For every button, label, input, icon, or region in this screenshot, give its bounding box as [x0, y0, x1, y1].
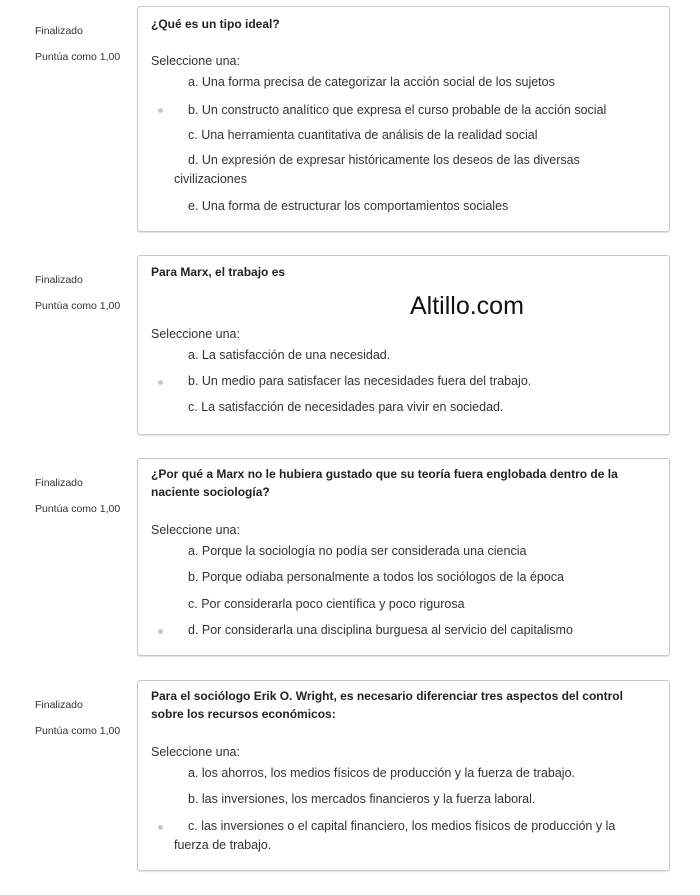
question-grade: Puntúa como 1,00 [35, 51, 121, 63]
question-card [137, 6, 670, 232]
question-info [35, 274, 120, 312]
option-c[interactable] [188, 398, 658, 417]
option-label: b. Porque odiaba personalmente a todos los sociólogos de la época [188, 570, 564, 584]
question-text: Para el sociólogo Erik O. Wright, es necesario diferenciar tres aspectos del control sobre los recursos económicos: [151, 689, 623, 721]
option-label: b. Un medio para satisfacer las necesidades fuera del trabajo. [188, 374, 532, 388]
option-d[interactable] [188, 621, 658, 640]
option-label: d. Por considerarla una disciplina burguesa al servicio del capitalismo [188, 623, 573, 637]
select-prompt: Seleccione una: [151, 523, 240, 537]
option-b[interactable] [188, 790, 658, 809]
option-b[interactable] [188, 101, 658, 120]
option-c[interactable] [174, 817, 644, 855]
option-b[interactable] [188, 568, 658, 587]
option-label: a. Una forma precisa de categorizar la acción social de los sujetos [188, 75, 555, 89]
selected-marker [158, 380, 163, 385]
option-d[interactable] [174, 151, 644, 189]
option-a[interactable] [188, 73, 658, 92]
option-label: e. Una forma de estructurar los comportamientos sociales [188, 199, 509, 213]
option-label: c. Una herramienta cuantitativa de análisis de la realidad social [188, 128, 538, 142]
question-grade: Puntúa como 1,00 [35, 725, 121, 737]
question-grade: Puntúa como 1,00 [35, 503, 121, 515]
option-label: b. las inversiones, los mercados financieros y la fuerza laboral. [188, 792, 536, 806]
option-label: c. Por considerarla poco científica y poco rigurosa [188, 597, 465, 611]
select-prompt: Seleccione una: [151, 745, 240, 759]
option-label: a. Porque la sociología no podía ser considerada una ciencia [188, 544, 527, 558]
watermark: Altillo.com [410, 292, 524, 320]
option-label: a. los ahorros, los medios físicos de producción y la fuerza de trabajo. [188, 766, 576, 780]
option-a[interactable] [188, 542, 658, 561]
select-prompt: Seleccione una: [151, 54, 240, 68]
selected-marker [158, 825, 163, 830]
option-c[interactable] [188, 595, 658, 614]
question-text: ¿Por qué a Marx no le hubiera gustado que su teoría fuera englobada dentro de la naciente sociología? [151, 467, 618, 499]
option-a[interactable] [188, 764, 658, 783]
question-state: Finalizado [35, 477, 83, 489]
question-info [35, 699, 120, 737]
option-b[interactable] [188, 372, 658, 391]
option-label: b. Un constructo analítico que expresa el curso probable de la acción social [188, 103, 607, 117]
option-label: a. La satisfacción de una necesidad. [188, 348, 391, 362]
option-e[interactable] [188, 197, 658, 216]
question-state: Finalizado [35, 274, 83, 286]
option-label: c. las inversiones o el capital financiero, los medios físicos de producción y la fuerza de trabajo. [174, 819, 616, 852]
option-c[interactable] [188, 126, 658, 145]
selected-marker [158, 108, 163, 113]
option-a[interactable] [188, 346, 658, 365]
question-text: Para Marx, el trabajo es [151, 265, 286, 279]
question-card [137, 255, 670, 435]
question-info [35, 477, 120, 515]
question-card [137, 458, 670, 656]
question-text: ¿Qué es un tipo ideal? [151, 17, 280, 31]
option-label: d. Un expresión de expresar históricamente los deseos de las diversas civilizaciones [174, 153, 580, 186]
select-prompt: Seleccione una: [151, 327, 240, 341]
question-state: Finalizado [35, 699, 83, 711]
question-info [35, 25, 120, 63]
question-card [137, 680, 670, 871]
option-label: c. La satisfacción de necesidades para vivir en sociedad. [188, 400, 504, 414]
question-grade: Puntúa como 1,00 [35, 300, 121, 312]
selected-marker [158, 629, 163, 634]
question-state: Finalizado [35, 25, 83, 37]
